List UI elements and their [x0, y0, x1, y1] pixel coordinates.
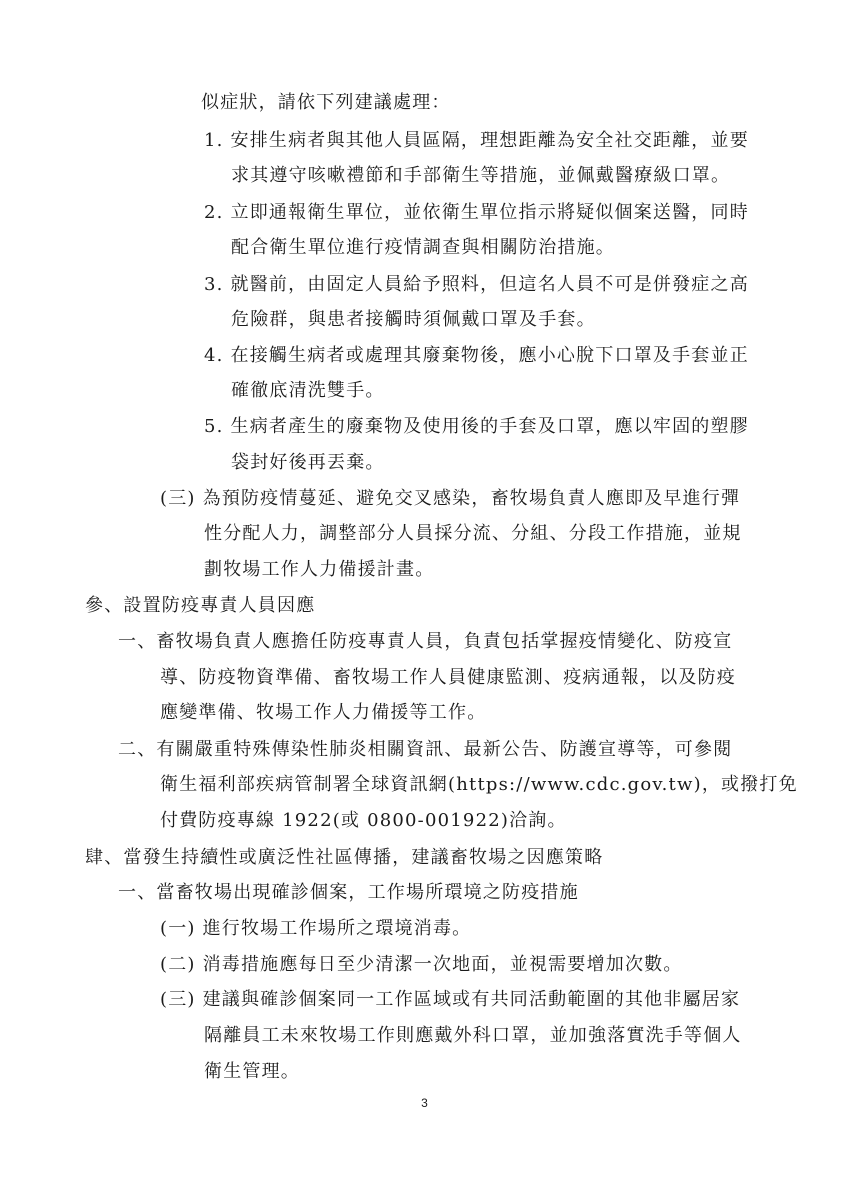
text-line: 似症狀，請依下列建議處理： [201, 92, 451, 113]
page-number: 3 [421, 1096, 428, 1110]
text-line: 衛生福利部疾病管制署全球資訊網(https://www.cdc.gov.tw)，或撥打免 [160, 774, 798, 795]
sub-item-2: (二) 消毒措施應每日至少清潔一次地面，並視需要增加次數。 [160, 954, 683, 975]
sub-item-3: (三) 建議與確診個案同一工作區域或有共同活動範圍的其他非屬居家 [160, 989, 741, 1010]
text-line: 衛生管理。 [204, 1061, 300, 1082]
text-line: 袋封好後再丟棄。 [231, 452, 385, 473]
text-line: 應變準備、牧場工作人力備援等工作。 [160, 702, 487, 723]
text-line: 隔離員工未來牧場工作則應戴外科口罩，並加強落實洗手等個人 [204, 1025, 742, 1046]
section-heading: 肆、當發生持續性或廣泛性社區傳播，建議畜牧場之因應策略 [85, 847, 604, 868]
list-item-2: 2. 立即通報衛生單位，並依衛生單位指示將疑似個案送醫，同時 [204, 202, 749, 223]
text-line: 求其遵守咳嗽禮節和手部衛生等措施，並佩戴醫療級口罩。 [231, 165, 731, 186]
item-2: 二、有關嚴重特殊傳染性肺炎相關資訊、最新公告、防護宣導等，可參閱 [118, 739, 733, 760]
text-line: 危險群，與患者接觸時須佩戴口罩及手套。 [231, 309, 596, 330]
list-item-4: 4. 在接觸生病者或處理其廢棄物後，應小心脫下口罩及手套並正 [204, 345, 749, 366]
text-line: 確徹底清洗雙手。 [231, 380, 385, 401]
text-line: 劃牧場工作人力備援計畫。 [204, 559, 435, 580]
text-line: 導、防疫物資準備、畜牧場工作人員健康監測、疫病通報，以及防疫 [160, 667, 736, 688]
list-item-5: 5. 生病者產生的廢棄物及使用後的手套及口罩，應以牢固的塑膠 [204, 416, 749, 437]
list-item-3: 3. 就醫前，由固定人員給予照料，但這名人員不可是併發症之高 [204, 274, 749, 295]
sub-item-3: (三) 為預防疫情蔓延、避免交叉感染，畜牧場負責人應即及早進行彈 [160, 488, 741, 509]
text-line: 配合衛生單位進行疫情調查與相關防治措施。 [231, 237, 615, 258]
sub-item-1: (一) 進行牧場工作場所之環境消毒。 [160, 918, 472, 939]
section-heading: 參、設置防疫專責人員因應 [85, 595, 316, 616]
item-1: 一、畜牧場負責人應擔任防疫專責人員，負責包括掌握疫情變化、防疫宣 [118, 631, 733, 652]
item-1: 一、當畜牧場出現確診個案，工作場所環境之防疫措施 [118, 882, 579, 903]
text-line: 性分配人力，調整部分人員採分流、分組、分段工作措施，並規 [204, 523, 742, 544]
text-line: 付費防疫專線 1922(或 0800-001922)洽詢。 [160, 810, 567, 831]
list-item-1: 1. 安排生病者與其他人員區隔，理想距離為安全社交距離，並要 [204, 130, 749, 151]
